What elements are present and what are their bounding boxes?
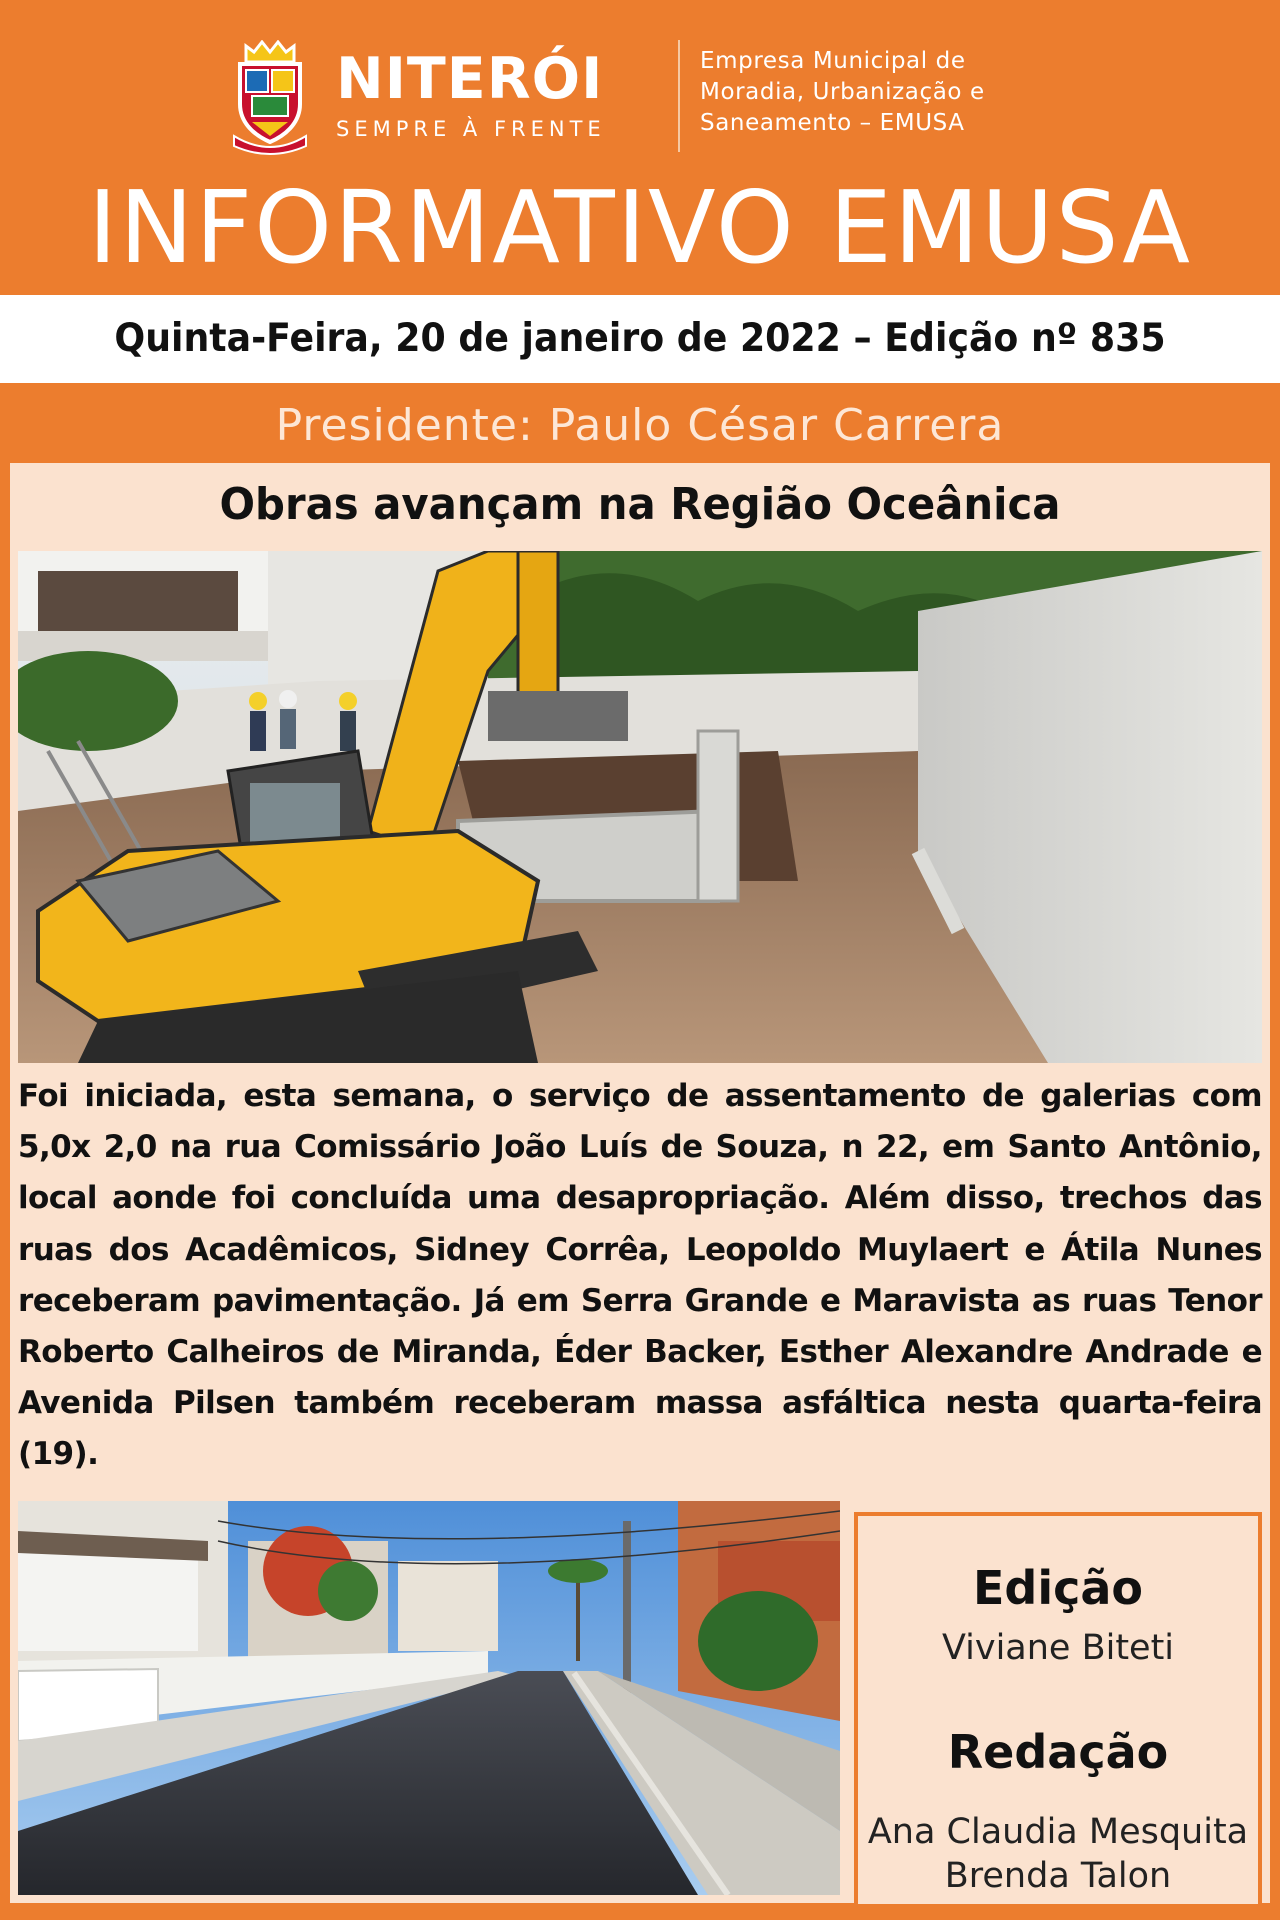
article-panel [10,463,1270,1903]
paved-street-photo [18,1501,840,1895]
agency-line: Moradia, Urbanização e [700,79,985,105]
article-body: Foi iniciada, esta semana, o serviço de assentamento de galerias com 5,0x 2,0 na rua Comissário João Luís de Souza, n 22, em Santo Antônio, local aonde foi concluída uma desapropriação. Além disso, trechos das ruas dos Acadêmicos, Sidney Corrêa, Leopoldo Muylaert e Átila Nunes receberam pavimentação. Já em Serra Grande e Maravista as ruas Tenor Roberto Calheiros de Miranda, Éder Backer, Esther Alexandre Andrade e Avenida Pilsen também receberam massa asfáltica nesta quarta-feira (19). [18,1078,1262,1473]
masthead-title: INFORMATIVO EMUSA [88,169,1192,286]
niteroi-coat-of-arms-icon [232,40,308,158]
writing-name: Ana Claudia Mesquita [867,1812,1249,1852]
issue-date-bar [0,295,1280,383]
writing-name: Brenda Talon [944,1856,1172,1896]
brand-divider [678,40,680,152]
brand-tagline: SEMPRE À FRENTE [336,117,606,141]
edition-title: Edição [972,1561,1144,1615]
credits-box [854,1512,1262,1904]
brand-name: NITERÓI [336,46,604,112]
agency-line: Empresa Municipal de [700,48,966,74]
excavator-photo [18,551,1262,1063]
brand-logo [336,46,656,156]
president-line: Presidente: Paulo César Carrera [275,400,1005,451]
agency-line: Saneamento – EMUSA [700,110,965,136]
edition-name: Viviane Biteti [941,1628,1175,1668]
issue-date: Quinta-Feira, 20 de janeiro de 2022 – Edição nº 835 [114,316,1166,361]
article-headline: Obras avançam na Região Oceânica [219,479,1061,530]
header [0,0,1280,295]
writing-title: Redação [947,1725,1169,1779]
agency-name [700,46,1120,139]
